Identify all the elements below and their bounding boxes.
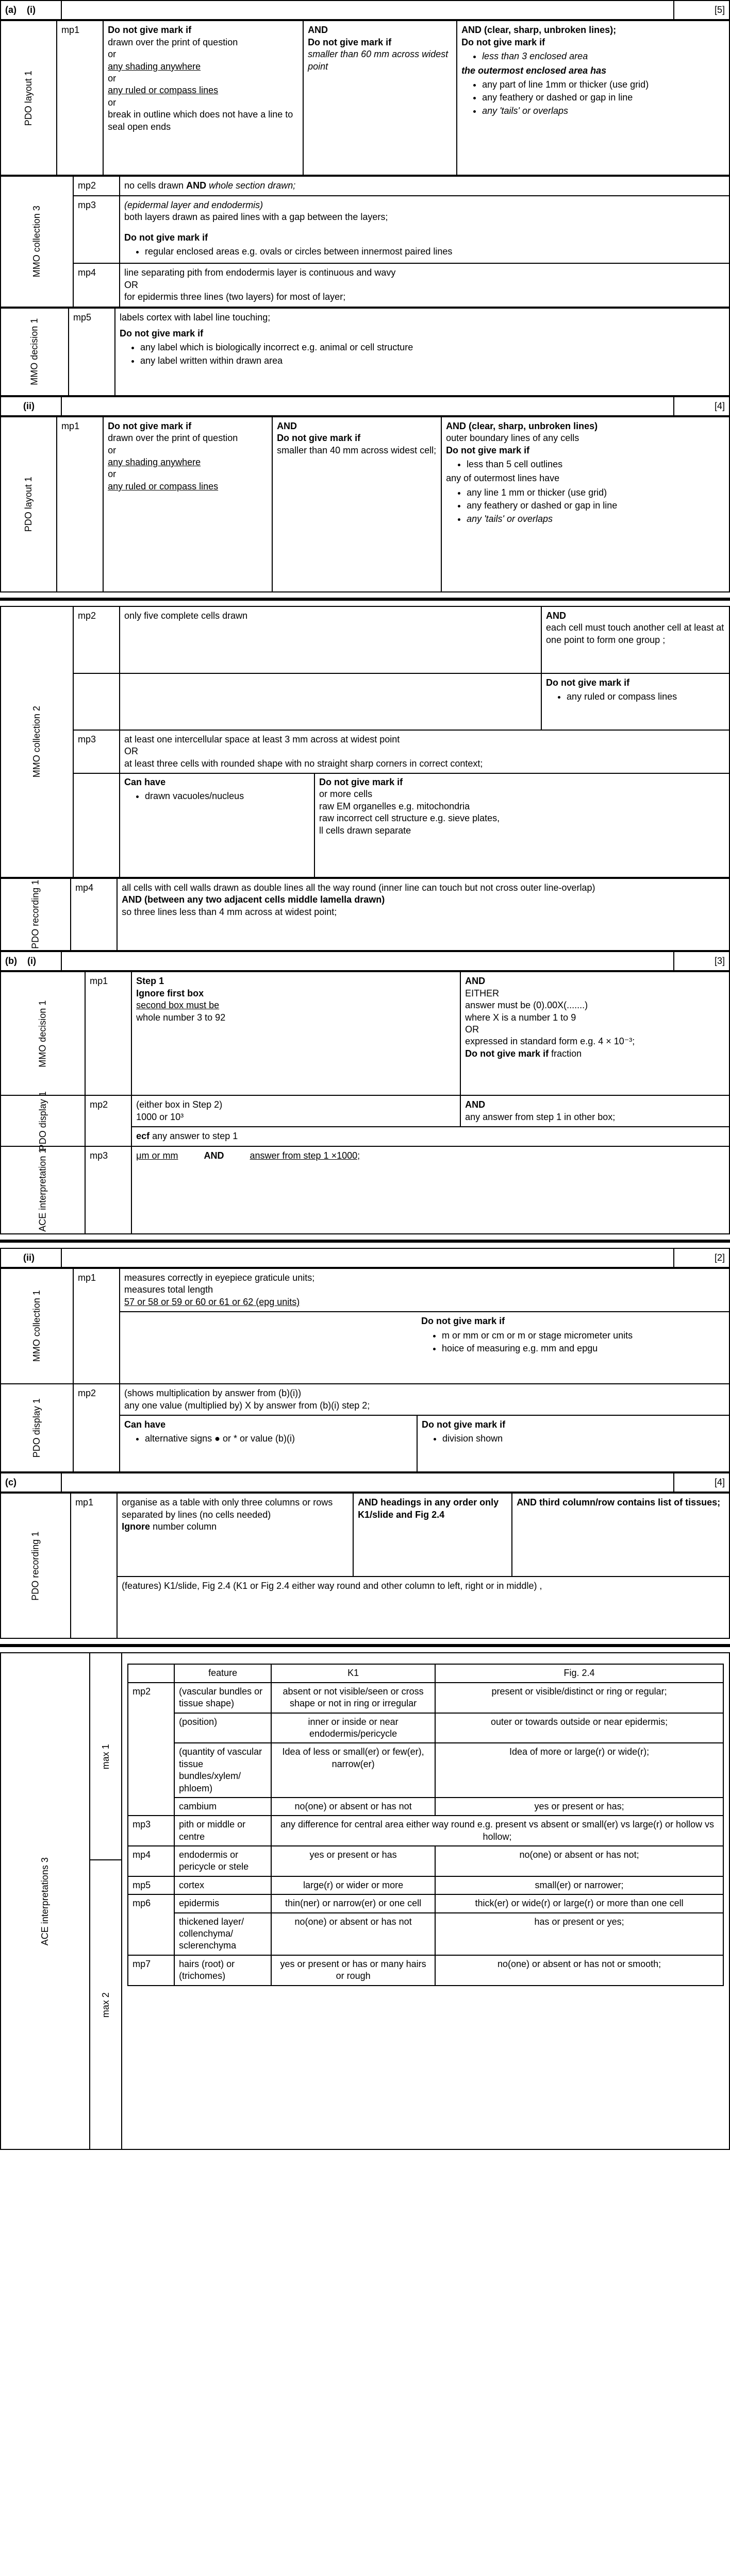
fig-cell: small(er) or narrower; <box>435 1876 723 1894</box>
col-k1: K1 <box>271 1664 435 1682</box>
table-row <box>128 1894 723 1912</box>
section-mmo-decision-1: MMO decision 1 mp5 labels cortex with label line touching; Do not give mark if • any label which is biologically incorrect e.g. animal or cell structure • any label written within drawn area <box>0 308 730 396</box>
col-fig: Fig. 2.4 <box>435 1664 723 1682</box>
feature-comparison-table <box>127 1664 724 1986</box>
mp-label: mp2 <box>128 1683 174 1713</box>
k1-cell: absent or not visible/seen or cross shape or not in ring or irregular <box>271 1683 435 1713</box>
section-label: PDO layout 1 <box>23 70 34 126</box>
table-row <box>128 1798 723 1816</box>
mp-label: mp6 <box>128 1894 174 1912</box>
section-b-ii: MMO collection 1 mp1 measures correctly in eyepiece graticule units; measures total length 57 or 58 or 59 or 60 or 61 or 62 (epg units) Do not give mark if • m or mm or cm or m or stage micrometer units • hoice of measuring e.g. mm and epgu PDO display 1 mp2 (shows multiplication by answer from (b)(i)) any one value (multiplied by) X by answer from (b)(i) step 2; Can have • alternative signs ● or * or value (b)(i) Do not give mark if • division shown <box>0 1268 730 1472</box>
sub-label: (i) <box>27 5 36 15</box>
fig-cell: present or visible/distinct or ring or regular; <box>435 1683 723 1713</box>
section-pdo-recording-1: PDO recording 1 mp4 all cells with cell walls drawn as double lines all the way round (inner line can touch but not cross outer line-overlap) AND (between any two adjacent cells middle lamella drawn) so three lines less than 4 mm across at widest point; <box>0 878 730 951</box>
mp-label: mp3 <box>128 1816 174 1846</box>
section-divider <box>0 1240 730 1243</box>
fig-cell: no(one) or absent or has not or smooth; <box>435 1955 723 1986</box>
feature-cell: (quantity of vascular tissue bundles/xylem/ phloem) <box>174 1743 271 1798</box>
mp-label: mp5 <box>128 1876 174 1894</box>
mp-label <box>128 1798 174 1816</box>
table-row <box>128 1683 723 1713</box>
feature-cell: endodermis or pericycle or stele <box>174 1846 271 1876</box>
mp-label <box>128 1713 174 1743</box>
feature-cell: hairs (root) or (trichomes) <box>174 1955 271 1986</box>
part-a-i-header <box>0 0 730 20</box>
table-row <box>128 1713 723 1743</box>
fig-cell: outer or towards outside or near epidermis; <box>435 1713 723 1743</box>
span-cell: any difference for central area either way round e.g. present vs absent or small(er) vs large(r) or hollow vs hollow; <box>271 1816 723 1846</box>
part-b-ii-header: (ii) [2] <box>0 1248 730 1268</box>
section-c-interpretations: ACE interpretations 3 max 1 feature K1 Fig. 2.4 mp2 (vascular bundles or tissue shape) absent or not visible/seen or cross shape or not in ring or irregular present or visible/distinct or ring or regular; (position) inner or inside or near endodermis/pericycle outer or towards outside or near epidermis; (quantity of vascular tissue bundles/xylem/ phloem) Idea of less or small(er) or few(er), narrow(er) Idea of more or large(r) or wide(r); cambium no(one) or absent or has not yes or present or has; mp3 pith or middle or centre any difference for central area either way round e.g. present vs absent or small(er) vs large(r) or hollow vs hollow; mp4 endodermis or pericycle or stele yes or present or has no(one) or absent or has not; mp5 cortex large(r) or wider or more small(er) or narrower; mp6 epidermis thin(ner) or narrow(er) or one cell thick(er) or wide(r) or large(r) or more than one cell thickened layer/ collenchyma/ sclerenchyma no(one) or absent or has not has or present or yes; mp7 hairs (root) or (trichomes) yes or present or has or many hairs or rough no(one) or absent or has not or smooth; max 2 <box>0 1652 730 2150</box>
mp-label <box>128 1743 174 1798</box>
marks: [5] <box>674 1 729 20</box>
fig-cell: no(one) or absent or has not; <box>435 1846 723 1876</box>
table-row <box>128 1955 723 1986</box>
section-pdo-layout-1: PDO layout 1 mp1 Do not give mark if drawn over the print of question or any shading anywhere or any ruled or compass lines or break in outline which does not have a line to seal open ends AND Do not give mark if smaller than 60 mm across widest point AND (clear, sharp, unbroken lines); Do not give mark if • less than 3 enclosed area the outermost enclosed area has • any part of line 1mm or thicker (use grid) • any feathery or dashed or gap in line • any 'tails' or overlaps <box>0 20 730 176</box>
fig-cell: yes or present or has; <box>435 1798 723 1816</box>
fig-cell: has or present or yes; <box>435 1913 723 1955</box>
section-c-recording: PDO recording 1 mp1 organise as a table with only three columns or rows separated by lines (no cells needed) Ignore number column AND headings in any order only K1/slide and Fig 2.4 AND third column/row contains list of tissues; (features) K1/slide, Fig 2.4 (K1 or Fig 2.4 either way round and other column to left, right or in middle) , <box>0 1493 730 1639</box>
table-row <box>128 1743 723 1798</box>
fig-cell: thick(er) or wide(r) or large(r) or more than one cell <box>435 1894 723 1912</box>
section-mmo-collection-3: MMO collection 3 mp2 no cells drawn AND whole section drawn; mp3 (epidermal layer and endodermis) both layers drawn as paired lines with a gap between the layers; Do not give mark if • regular enclosed areas e.g. ovals or circles between innermost paired lines mp4 line separating pith from endodermis layer is continuous and wavy OR for epidermis three lines (two layers) for most of layer; <box>0 176 730 307</box>
part-a-ii-header: (ii) [4] <box>0 396 730 416</box>
mp-label: mp1 <box>57 21 103 175</box>
k1-cell: yes or present or has <box>271 1846 435 1876</box>
feature-cell: cambium <box>174 1798 271 1816</box>
mp-label: mp7 <box>128 1955 174 1986</box>
section-divider <box>0 598 730 601</box>
part-label: (a) <box>5 5 16 15</box>
k1-cell: large(r) or wider or more <box>271 1876 435 1894</box>
table-row <box>128 1816 723 1846</box>
mp-label: mp4 <box>128 1846 174 1876</box>
feature-cell: (vascular bundles or tissue shape) <box>174 1683 271 1713</box>
feature-cell: epidermis <box>174 1894 271 1912</box>
table-row <box>128 1876 723 1894</box>
section-b-i: MMO decision 1 mp1 Step 1 Ignore first box second box must be whole number 3 to 92 AND EITHER answer must be (0).00X(.......) where X is a number 1 to 9 OR expressed in standard form e.g. 4 × 10⁻³; Do not give mark if fraction PDO display 1 mp2 (either box in Step 2) 1000 or 10³ AND any answer from step 1 in other box; ecf any answer to step 1 ACE interpretation 1 mp3 μm or mm AND answer from step 1 ×1000; <box>0 971 730 1234</box>
table-row <box>128 1913 723 1955</box>
section-divider <box>0 1644 730 1647</box>
table-row <box>128 1846 723 1876</box>
k1-cell: no(one) or absent or has not <box>271 1913 435 1955</box>
part-c-header: (c) [4] <box>0 1472 730 1493</box>
section-pdo-layout-1-ii: PDO layout 1 mp1 Do not give mark if drawn over the print of question or any shading anywhere or any ruled or compass lines AND Do not give mark if smaller than 40 mm across widest cell; AND (clear, sharp, unbroken lines) outer boundary lines of any cells Do not give mark if • less than 5 cell outlines any of outermost lines have • any line 1 mm or thicker (use grid) • any feathery or dashed or gap in line • any 'tails' or overlaps <box>0 416 730 592</box>
feature-cell: pith or middle or centre <box>174 1816 271 1846</box>
part-b-i-header: (b) (i) [3] <box>0 951 730 971</box>
feature-cell: thickened layer/ collenchyma/ sclerenchyma <box>174 1913 271 1955</box>
feature-cell: cortex <box>174 1876 271 1894</box>
k1-cell: thin(ner) or narrow(er) or one cell <box>271 1894 435 1912</box>
k1-cell: Idea of less or small(er) or few(er), narrow(er) <box>271 1743 435 1798</box>
feature-cell: (position) <box>174 1713 271 1743</box>
section-mmo-collection-2: MMO collection 2 mp2 only five complete cells drawn AND each cell must touch another cell at least at one point to form one group ; Do not give mark if • any ruled or compass lines mp3 at least one intercellular space at least 3 mm across at widest point OR at least three cells with rounded shape with no straight sharp corners in correct context; Can have • drawn vacuoles/nucleus Do not give mark if or more cells raw EM organelles e.g. mitochondria raw incorrect cell structure e.g. sieve plates, ll cells drawn separate <box>0 606 730 878</box>
k1-cell: yes or present or has or many hairs or rough <box>271 1955 435 1986</box>
mp-label <box>128 1913 174 1955</box>
fig-cell: Idea of more or large(r) or wide(r); <box>435 1743 723 1798</box>
col-feature: feature <box>174 1664 271 1682</box>
k1-cell: no(one) or absent or has not <box>271 1798 435 1816</box>
k1-cell: inner or inside or near endodermis/pericycle <box>271 1713 435 1743</box>
